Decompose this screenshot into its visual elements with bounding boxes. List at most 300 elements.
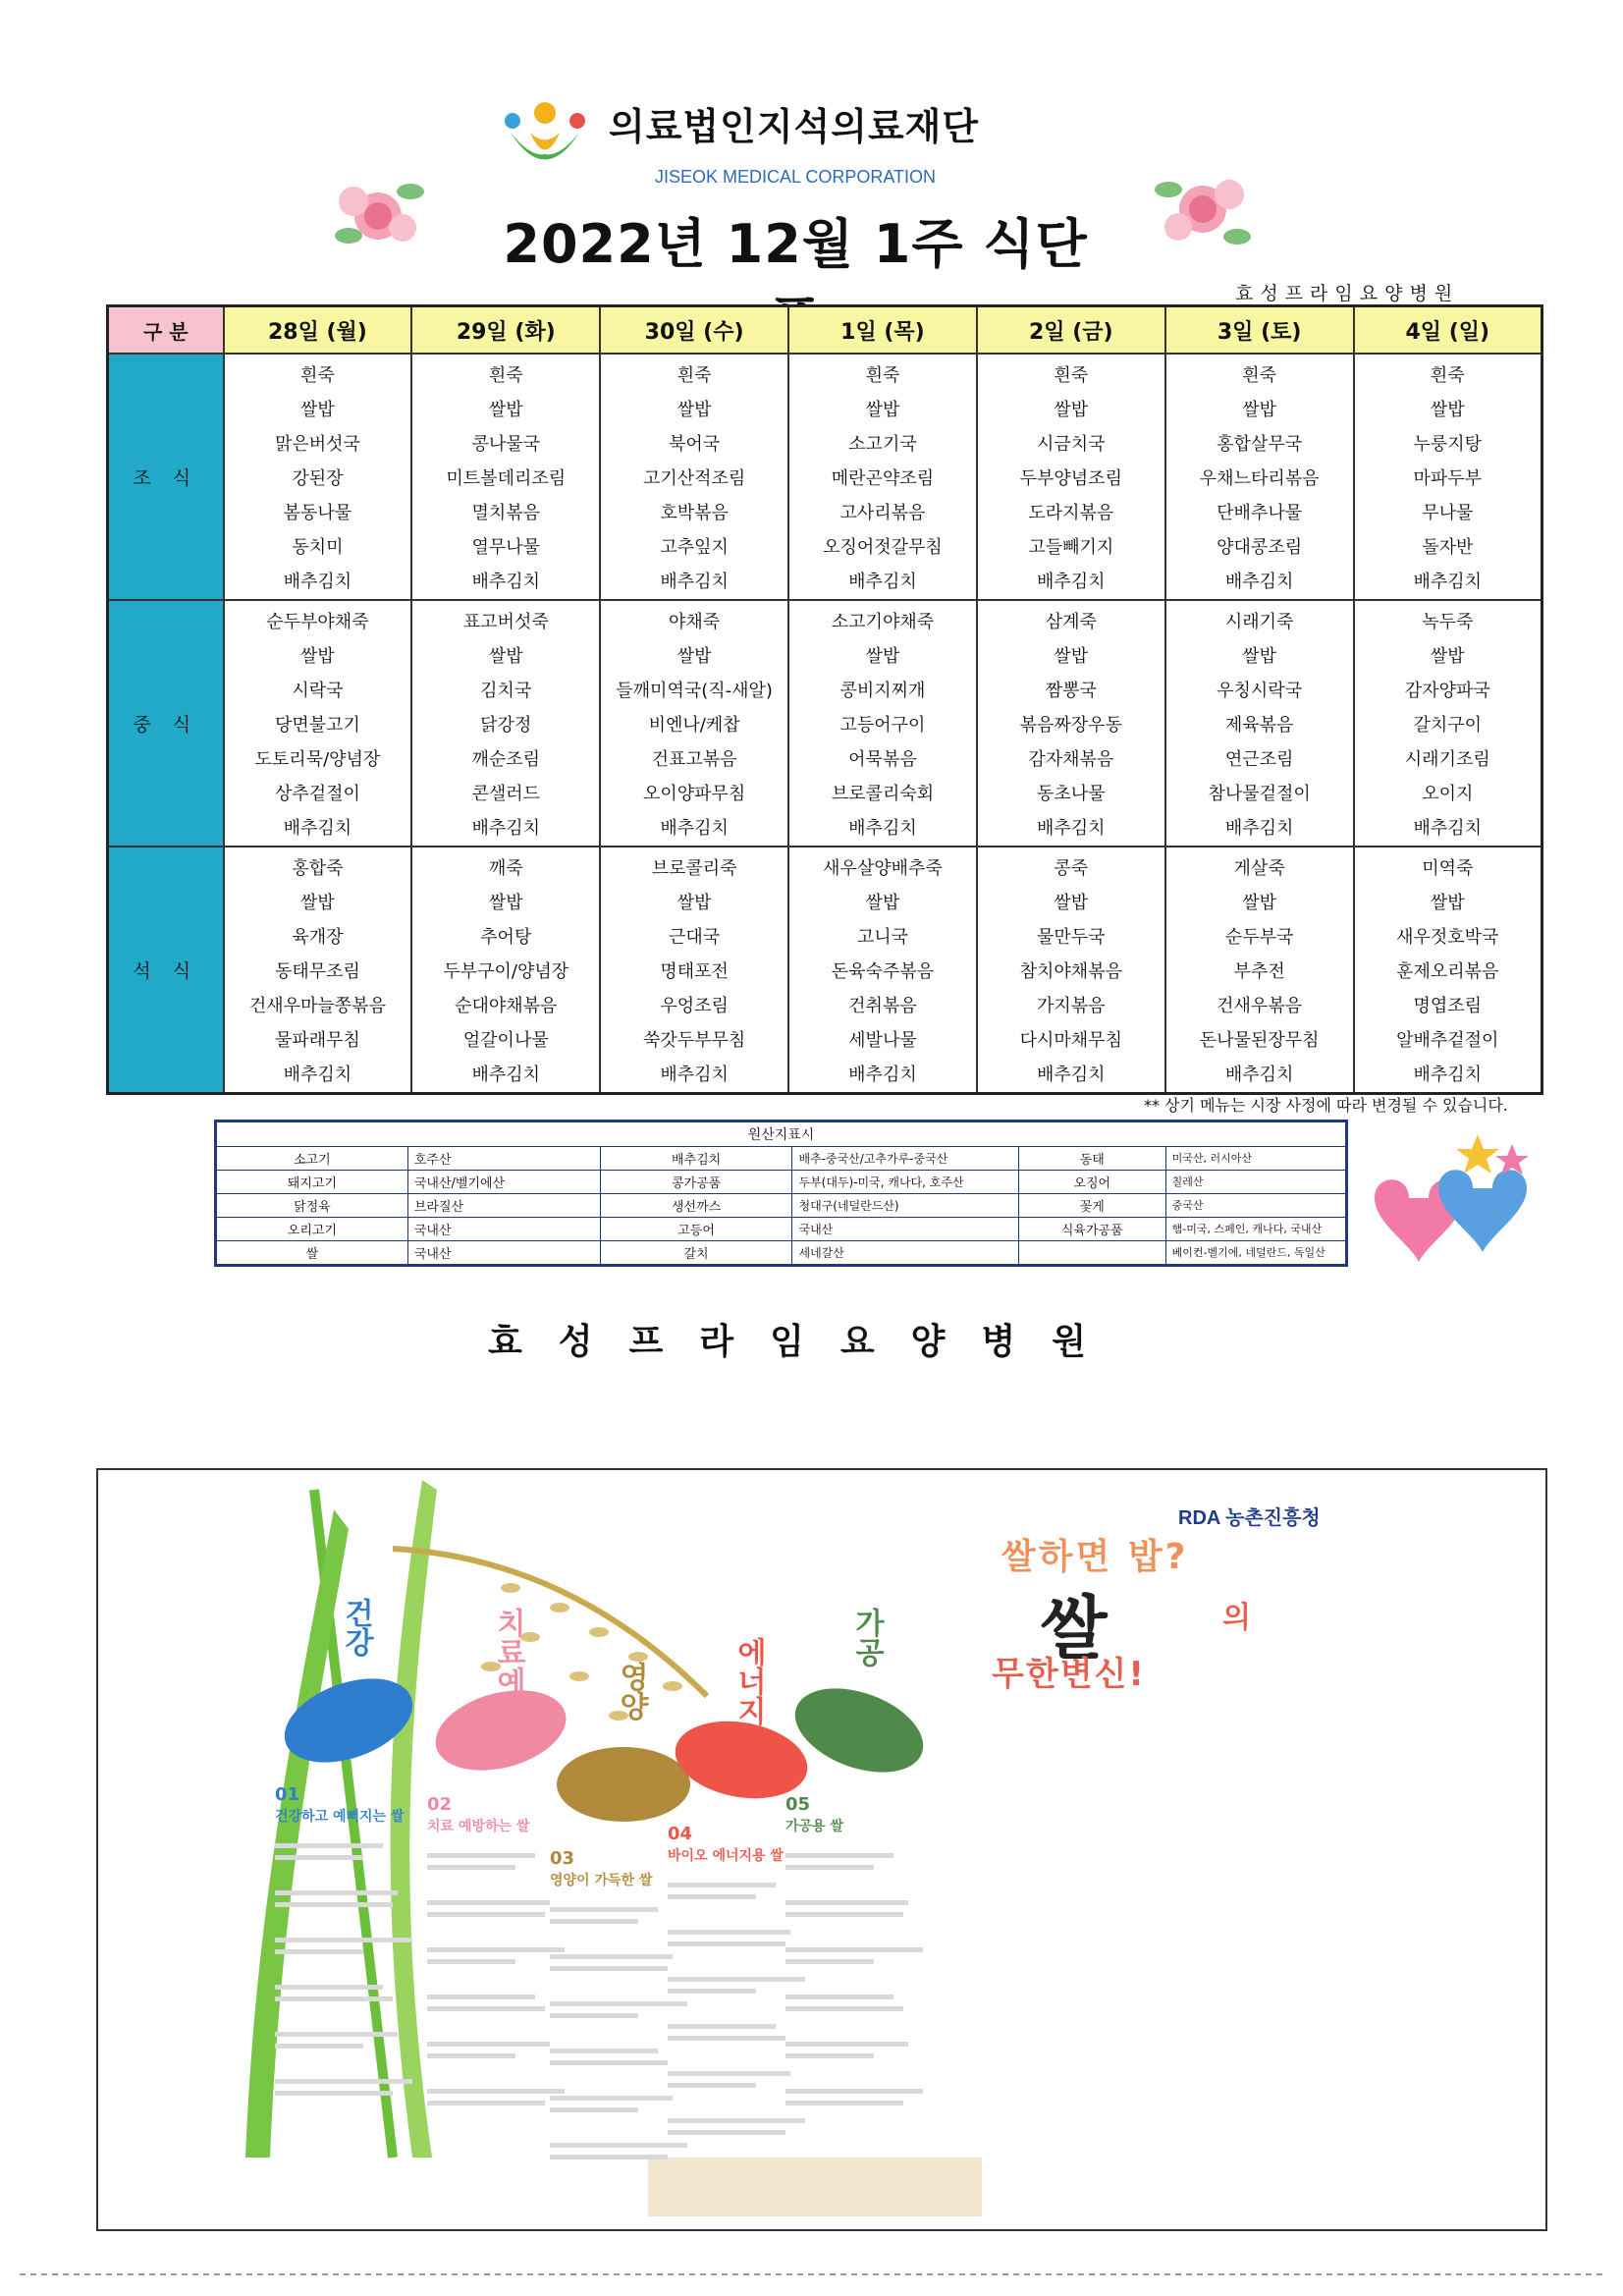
menu-header-row	[108, 306, 1542, 355]
poster-text-line	[275, 2044, 363, 2049]
menu-item: 육개장	[292, 927, 344, 948]
menu-cell	[977, 354, 1165, 600]
poster-text-line	[427, 2042, 550, 2047]
origin-item: 생선까스	[600, 1193, 792, 1217]
menu-item: 건새우마늘쫑볶음	[248, 996, 386, 1016]
poster-text-line	[785, 1912, 903, 1917]
rose-decoration-icon	[1149, 160, 1257, 260]
origin-country: 미국산, 러시아산	[1165, 1147, 1346, 1171]
poster-text-line	[785, 2006, 903, 2011]
poster-grain-number: 02	[427, 1794, 453, 1815]
menu-item: 쌀밥	[1242, 400, 1277, 420]
menu-item: 들깨미역국(직-새알)	[616, 681, 773, 701]
menu-item: 배추김치	[471, 572, 541, 592]
menu-item: 갈치구이	[1413, 715, 1483, 736]
poster-text-line	[785, 2042, 908, 2047]
menu-item: 쌀밥	[865, 893, 900, 913]
menu-item: 쌀밥	[488, 893, 523, 913]
day-header: 4일 (일)	[1354, 306, 1542, 355]
menu-item: 누룽지탕	[1413, 434, 1483, 455]
poster-text-line	[785, 1947, 923, 1952]
menu-item: 돈육숙주볶음	[831, 961, 935, 982]
poster-grain-panel	[275, 1598, 452, 2148]
menu-item: 시락국	[292, 681, 344, 701]
menu-cell	[600, 600, 788, 847]
menu-item: 순두부야채죽	[266, 612, 369, 632]
menu-cell	[411, 847, 600, 1094]
menu-item: 녹두죽	[1422, 612, 1474, 632]
poster-text-line	[275, 1985, 383, 1990]
rda-logo: RDA 농촌진흥청	[1178, 1507, 1321, 1529]
poster-text-line	[668, 2083, 756, 2088]
origin-item: 오징어	[1018, 1170, 1165, 1193]
poster-text-line	[275, 1890, 398, 1895]
menu-item: 멸치볶음	[471, 503, 541, 523]
poster-text-line	[550, 2049, 658, 2053]
menu-item: 두부구이/양념장	[443, 961, 569, 982]
poster-grain-title: 가공	[849, 1608, 884, 1667]
menu-cell	[977, 847, 1165, 1094]
menu-item: 도라지볶음	[1028, 503, 1114, 523]
menu-item: 흰죽	[488, 365, 523, 386]
poster-text-line	[275, 1949, 363, 1954]
day-header: 30일 (수)	[600, 306, 788, 355]
menu-item: 게살죽	[1233, 858, 1285, 879]
menu-item: 콩나물국	[471, 434, 541, 455]
menu-item: 배추김치	[848, 818, 917, 839]
origin-row	[216, 1217, 1347, 1240]
poster-text-line	[668, 1977, 805, 1982]
poster-text-line	[427, 1912, 545, 1917]
menu-item: 쌀밥	[1054, 893, 1089, 913]
menu-item: 삼계죽	[1045, 612, 1097, 632]
origin-item: 갈치	[600, 1240, 792, 1265]
menu-item: 쌀밥	[865, 646, 900, 667]
menu-item: 고등어구이	[839, 715, 926, 736]
menu-item: 소고기야채죽	[831, 612, 935, 632]
poster-text-line	[668, 1883, 776, 1887]
poster-grain-title: 건강	[339, 1598, 373, 1657]
menu-item: 쌀밥	[676, 646, 712, 667]
origin-country: 국내산/벨기에산	[407, 1170, 600, 1193]
poster-text-line	[550, 2060, 668, 2065]
menu-item: 브로콜리숙회	[831, 784, 935, 804]
menu-cell	[1165, 600, 1354, 847]
category-header: 구 분	[108, 306, 224, 355]
menu-item: 메란곤약조림	[831, 468, 935, 489]
menu-item: 맑은버섯국	[274, 434, 360, 455]
menu-item: 홍합죽	[292, 858, 344, 879]
menu-item: 배추김치	[660, 1065, 729, 1085]
menu-item: 호박볶음	[660, 503, 729, 523]
menu-item: 시금치국	[1037, 434, 1106, 455]
poster-text-line	[427, 1995, 535, 1999]
poster-grain-heading: 바이오 에너지용 쌀	[668, 1848, 784, 1864]
menu-item: 고니국	[856, 927, 909, 948]
poster-text-line	[427, 2089, 565, 2094]
menu-cell	[600, 847, 788, 1094]
origin-country: 칠레산	[1165, 1170, 1346, 1193]
menu-item: 흰죽	[676, 365, 712, 386]
menu-item: 동초나물	[1037, 784, 1106, 804]
poster-grain-title: 치료예방	[491, 1608, 525, 1725]
origin-item: 쌀	[216, 1240, 408, 1265]
menu-item: 물파래무침	[274, 1030, 360, 1051]
meal-label: 중 식	[108, 600, 224, 847]
poster-grain-title: 에너지	[731, 1637, 766, 1725]
origin-country: 국내산	[407, 1217, 600, 1240]
menu-item: 쌀밥	[488, 400, 523, 420]
origin-item: 배추김치	[600, 1147, 792, 1171]
menu-item: 흰죽	[1054, 365, 1089, 386]
menu-item: 도토리묵/양념장	[254, 749, 381, 770]
menu-item: 감자채볶음	[1028, 749, 1114, 770]
menu-item: 비엔나/케찹	[648, 715, 740, 736]
menu-item: 배추김치	[660, 818, 729, 839]
origin-country: 호주산	[407, 1147, 600, 1171]
org-name: 의료법인지석의료재단	[609, 105, 980, 148]
origin-item: 동태	[1018, 1147, 1165, 1171]
poster-grain-heading: 치료 예방하는 쌀	[427, 1819, 530, 1834]
menu-item: 배추김치	[848, 572, 917, 592]
menu-item: 열무나물	[471, 537, 541, 558]
poster-text-line	[785, 1995, 893, 1999]
rose-decoration-icon	[324, 167, 432, 260]
poster-text-line	[427, 2101, 545, 2105]
menu-item: 배추김치	[1037, 1065, 1106, 1085]
poster-text-line	[550, 2096, 673, 2101]
menu-cell	[224, 354, 412, 600]
menu-item: 단배추나물	[1217, 503, 1303, 523]
poster-text-line	[275, 2032, 398, 2037]
menu-item: 배추김치	[1413, 1065, 1483, 1085]
poster-text-line	[785, 2053, 874, 2058]
day-header: 1일 (목)	[788, 306, 977, 355]
day-header: 2일 (금)	[977, 306, 1165, 355]
origin-item: 꽃게	[1018, 1193, 1165, 1217]
hospital-name-large: 효성프라임요양병원	[488, 1322, 1122, 1362]
poster-text-line	[785, 2089, 923, 2094]
poster-text-line	[550, 2155, 668, 2159]
poster-text-line	[550, 1919, 638, 1924]
origin-title: 원산지표시	[216, 1121, 1347, 1147]
origin-row	[216, 1147, 1347, 1171]
poster-text-line	[275, 1855, 363, 1860]
scan-edge-line	[20, 2273, 1603, 2275]
poster-text-line	[550, 1966, 668, 1971]
poster-text-line	[275, 1902, 393, 1907]
poster-text-line	[550, 2013, 638, 2018]
menu-item: 참치야채볶음	[1019, 961, 1122, 982]
menu-cell	[1165, 847, 1354, 1094]
menu-item: 배추김치	[1413, 572, 1483, 592]
menu-item: 고추잎지	[660, 537, 729, 558]
menu-item: 무나물	[1422, 503, 1474, 523]
menu-item: 근대국	[669, 927, 721, 948]
origin-country: 브라질산	[407, 1193, 600, 1217]
menu-item: 마파두부	[1413, 468, 1483, 489]
origin-item: 오리고기	[216, 1217, 408, 1240]
menu-item: 쌀밥	[1430, 893, 1465, 913]
day-header: 29일 (화)	[411, 306, 600, 355]
origin-item: 콩가공품	[600, 1170, 792, 1193]
poster-text-line	[275, 1996, 393, 2001]
menu-item: 배추김치	[283, 572, 352, 592]
poster-text-line	[427, 1865, 515, 1870]
poster-text-line	[668, 1930, 790, 1935]
poster-text-line	[668, 2036, 785, 2041]
menu-item: 깨순조림	[471, 749, 541, 770]
menu-item: 쌀밥	[488, 646, 523, 667]
poster-text-line	[785, 1853, 893, 1858]
menu-item: 배추김치	[471, 1065, 541, 1085]
menu-item: 훈제오리볶음	[1396, 961, 1499, 982]
rice-poster	[96, 1468, 1547, 2231]
menu-item: 쌀밥	[300, 893, 335, 913]
poster-text-line	[668, 1894, 756, 1899]
menu-item: 양대콩조림	[1217, 537, 1303, 558]
menu-item: 당면불고기	[274, 715, 360, 736]
menu-item: 야채죽	[669, 612, 721, 632]
menu-item: 쌀밥	[1054, 400, 1089, 420]
hearts-decoration-icon	[1360, 1129, 1542, 1291]
menu-item: 동태무조림	[274, 961, 360, 982]
menu-cell	[411, 354, 600, 600]
origin-country: 햄-미국, 스페인, 캐나다, 국내산	[1165, 1217, 1346, 1240]
org-name-english: JISEOK MEDICAL CORPORATION	[655, 167, 937, 187]
menu-item: 명태포전	[660, 961, 729, 982]
poster-eui: 의	[1222, 1601, 1251, 1635]
menu-item: 오이지	[1422, 784, 1474, 804]
poster-text-line	[550, 1954, 673, 1959]
origin-item: 식육가공품	[1018, 1217, 1165, 1240]
poster-text-line	[785, 2101, 903, 2105]
poster-text-line	[785, 1865, 874, 1870]
menu-item: 쌀밥	[676, 893, 712, 913]
menu-item: 물만두국	[1037, 927, 1106, 948]
poster-subtitle: 무한변신!	[992, 1655, 1146, 1694]
menu-item: 배추김치	[1037, 572, 1106, 592]
menu-item: 배추김치	[471, 818, 541, 839]
menu-item: 쌀밥	[1054, 646, 1089, 667]
origin-item	[1018, 1240, 1165, 1265]
origin-country: 베이컨-벨기에, 네덜란드, 독일산	[1165, 1240, 1346, 1265]
menu-cell	[788, 600, 977, 847]
menu-item: 건취볶음	[848, 996, 917, 1016]
menu-item: 참나물겉절이	[1208, 784, 1311, 804]
menu-item: 콩죽	[1054, 858, 1089, 879]
menu-item: 순두부국	[1224, 927, 1294, 948]
menu-item: 북어국	[669, 434, 721, 455]
origin-country: 두부(대두)-미국, 캐나다, 호주산	[792, 1170, 1018, 1193]
menu-item: 흰죽	[865, 365, 900, 386]
menu-cell	[1354, 354, 1542, 600]
menu-item: 흰죽	[1242, 365, 1277, 386]
meal-label: 조 식	[108, 354, 224, 600]
origin-country: 국내산	[792, 1217, 1018, 1240]
meal-label: 석 식	[108, 847, 224, 1094]
poster-text-line	[427, 2006, 545, 2011]
poster-text-line	[668, 1941, 785, 1946]
menu-item: 감자양파국	[1404, 681, 1490, 701]
origin-row	[216, 1170, 1347, 1193]
poster-text-line	[668, 2118, 805, 2123]
poster-text-line	[275, 2079, 412, 2084]
menu-item: 돈나물된장무침	[1199, 1030, 1320, 1051]
menu-item: 시래기죽	[1224, 612, 1294, 632]
meal-row	[108, 847, 1542, 1094]
menu-item: 쌀밥	[300, 400, 335, 420]
menu-item: 쌀밥	[1242, 646, 1277, 667]
origin-item: 돼지고기	[216, 1170, 408, 1193]
poster-grain-number: 03	[550, 1848, 575, 1869]
poster-text-line	[550, 2001, 687, 2006]
menu-item: 부추전	[1233, 961, 1285, 982]
menu-item: 볶음짜장우동	[1019, 715, 1122, 736]
menu-item: 쌀밥	[1430, 400, 1465, 420]
poster-text-line	[668, 2130, 785, 2135]
menu-cell	[977, 600, 1165, 847]
origin-country: 세네갈산	[792, 1240, 1018, 1265]
menu-cell	[224, 847, 412, 1094]
poster-text-line	[785, 1959, 874, 1964]
menu-item: 배추김치	[660, 572, 729, 592]
poster-text-line	[668, 2071, 790, 2076]
poster-text-line	[427, 1853, 535, 1858]
origin-row	[216, 1240, 1347, 1265]
menu-item: 연근조림	[1224, 749, 1294, 770]
menu-cell	[600, 354, 788, 600]
meal-row	[108, 600, 1542, 847]
menu-item: 어묵볶음	[848, 749, 917, 770]
poster-text-line	[275, 1843, 383, 1848]
menu-item: 닭강정	[480, 715, 532, 736]
poster-text-line	[785, 1900, 908, 1905]
menu-cell	[224, 600, 412, 847]
poster-grain-panel	[785, 1608, 962, 2158]
poster-text-line	[550, 2143, 687, 2148]
menu-item: 추어탕	[480, 927, 532, 948]
menu-item: 배추김치	[1413, 818, 1483, 839]
origin-country: 배추-중국산/고추가루-중국산	[792, 1147, 1018, 1171]
menu-item: 미트볼데리조림	[446, 468, 567, 489]
poster-text-line	[668, 1989, 756, 1994]
menu-item: 짬뽕국	[1045, 681, 1097, 701]
menu-cell	[411, 600, 600, 847]
origin-country: 중국산	[1165, 1193, 1346, 1217]
poster-grain-title: 영양	[614, 1662, 648, 1721]
rice-grain-icon	[275, 1667, 422, 1775]
menu-item: 배추김치	[1224, 572, 1294, 592]
menu-item: 배추김치	[1224, 818, 1294, 839]
origin-item: 소고기	[216, 1147, 408, 1171]
poster-question: 쌀하면 밥?	[1001, 1537, 1189, 1577]
menu-item: 가지볶음	[1037, 996, 1106, 1016]
menu-item: 얼갈이나물	[462, 1030, 549, 1051]
poster-text-line	[427, 1947, 565, 1952]
menu-item: 동치미	[292, 537, 344, 558]
menu-item: 건표고볶음	[651, 749, 737, 770]
meal-row	[108, 354, 1542, 600]
menu-item: 배추김치	[1037, 818, 1106, 839]
menu-item: 우칭시락국	[1217, 681, 1303, 701]
menu-item: 브로콜리죽	[651, 858, 737, 879]
poster-text-line	[427, 1900, 550, 1905]
menu-item: 새우젓호박국	[1396, 927, 1499, 948]
day-header: 3일 (토)	[1165, 306, 1354, 355]
menu-cell	[788, 847, 977, 1094]
foundation-logo-icon	[501, 93, 589, 187]
menu-item: 표고버섯죽	[462, 612, 549, 632]
origin-item: 고등어	[600, 1217, 792, 1240]
poster-grain-number: 05	[785, 1794, 811, 1815]
poster-text-line	[550, 2107, 638, 2112]
poster-text-line	[275, 1938, 412, 1942]
menu-item: 쑥갓두부무침	[642, 1030, 746, 1051]
menu-cell	[1354, 600, 1542, 847]
menu-item: 쌀밥	[1430, 646, 1465, 667]
menu-item: 명엽조림	[1413, 996, 1483, 1016]
origin-row	[216, 1193, 1347, 1217]
menu-item: 배추김치	[283, 1065, 352, 1085]
menu-item: 오이양파무침	[642, 784, 746, 804]
menu-item: 배추김치	[848, 1065, 917, 1085]
menu-item: 봄동나물	[283, 503, 352, 523]
poster-grain-heading: 건강하고 예뻐지는 쌀	[275, 1809, 405, 1825]
poster-text-line	[275, 2091, 393, 2096]
menu-item: 두부양념조림	[1019, 468, 1122, 489]
menu-item: 다시마채무침	[1019, 1030, 1122, 1051]
menu-item: 깨죽	[488, 858, 523, 879]
menu-item: 오징어젓갈무침	[823, 537, 943, 558]
menu-item: 고들빼기지	[1028, 537, 1114, 558]
menu-item: 미역죽	[1422, 858, 1474, 879]
menu-item: 쌀밥	[1242, 893, 1277, 913]
menu-item: 흰죽	[1430, 365, 1465, 386]
menu-item: 우채느타리볶음	[1199, 468, 1320, 489]
menu-item: 콩비지찌개	[839, 681, 926, 701]
origin-table	[214, 1120, 1348, 1267]
menu-item: 알배추겉절이	[1396, 1030, 1499, 1051]
origin-country: 국내산	[407, 1240, 600, 1265]
menu-item: 우엉조림	[660, 996, 729, 1016]
menu-cell	[788, 354, 977, 600]
menu-item: 쌀밥	[300, 646, 335, 667]
poster-grain-heading: 영양이 가득한 쌀	[550, 1873, 653, 1888]
menu-item: 쌀밥	[676, 400, 712, 420]
menu-item: 고기산적조림	[642, 468, 746, 489]
menu-item: 시래기조림	[1404, 749, 1490, 770]
menu-item: 새우살양배추죽	[823, 858, 943, 879]
menu-item: 돌자반	[1422, 537, 1474, 558]
poster-text-line	[427, 2053, 515, 2058]
menu-title: 2022년 12월 1주 식단	[503, 213, 1088, 275]
menu-item: 홍합살무국	[1217, 434, 1303, 455]
menu-item: 건새우볶음	[1217, 996, 1303, 1016]
menu-item: 김치국	[480, 681, 532, 701]
poster-text-line	[668, 2024, 776, 2029]
menu-item: 제육볶음	[1224, 715, 1294, 736]
poster-grain-heading: 가공용 쌀	[785, 1819, 843, 1834]
menu-item: 순대야채볶음	[455, 996, 558, 1016]
hospital-name-small: 효성프라임요양병원	[1235, 283, 1460, 304]
menu-item: 소고기국	[848, 434, 917, 455]
poster-text-line	[550, 1907, 658, 1912]
menu-item: 강된장	[292, 468, 344, 489]
menu-cell	[1354, 847, 1542, 1094]
menu-item: 콘샐러드	[471, 784, 541, 804]
day-header: 28일 (월)	[224, 306, 412, 355]
